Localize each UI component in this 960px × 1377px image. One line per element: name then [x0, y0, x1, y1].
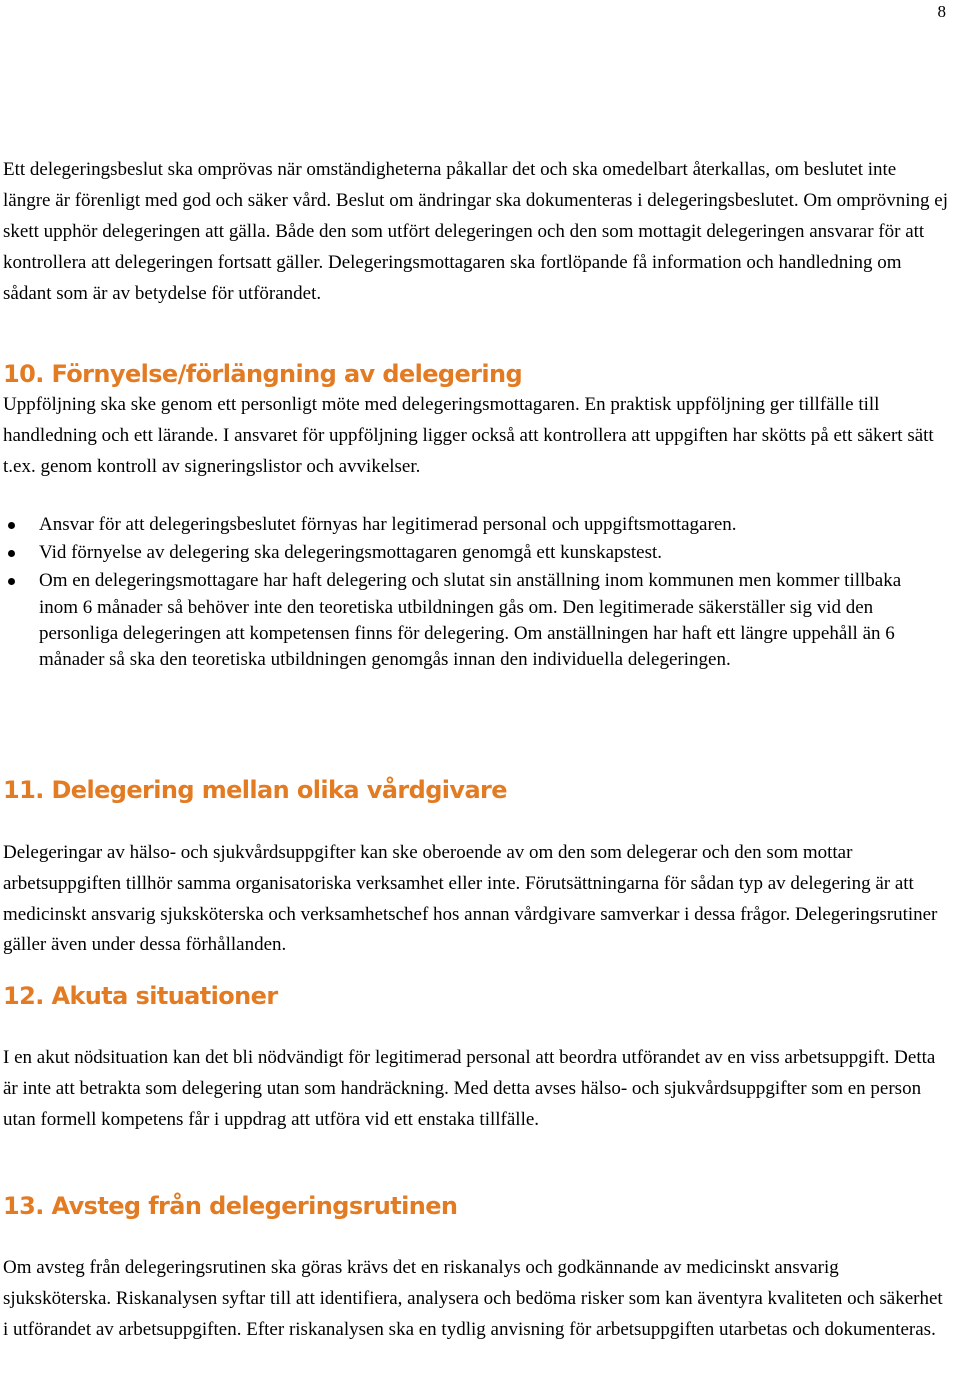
list-item-text: Ansvar för att delegeringsbeslutet förnyas har legitimerad personal och uppgiftsmottagaren.: [39, 514, 737, 535]
section-11-heading: 11. Delegering mellan olika vårdgivare: [3, 776, 507, 804]
list-item-text: Vid förnyelse av delegering ska delegeringsmottagaren genomgå ett kunskapstest.: [39, 542, 663, 564]
section-11-paragraph: Delegeringar av hälso- och sjukvårdsuppgifter kan ske oberoende av om den som delegerar och den som mottar arbetsuppgiften tillhör samma organisatoriska verksamhet eller inte. Förutsättningarna för sådan typ av delegering är att medicinskt ansvarig sjuksköterska och verksamhetschef hos annan vårdgivare samverkar i dessa frågor. Delegeringsrutiner gäller även under dessa förhållanden.: [3, 842, 938, 956]
section-10-heading: 10. Förnyelse/förlängning av delegering: [3, 360, 523, 388]
section-10-paragraph: Uppföljning ska ske genom ett personligt möte med delegeringsmottagaren. En praktisk uppföljning ger tillfälle till handledning och ett lärande. I ansvaret för uppföljning ligger också att kontrollera att uppgiften har skötts på ett säkert sätt t.ex. genom kontroll av signeringslistor och avvikelser.: [3, 394, 934, 477]
list-item: [0, 568, 940, 673]
section-13-paragraph: Om avsteg från delegeringsrutinen ska göras krävs det en riskanalys och godkännande av medicinskt ansvarig sjuksköterska. Riskanalysen syftar till att identifiera, analysera och bedöma risker som kan äventyra kvaliteten och säkerhet i utförandet av arbetsuppgiften. Efter riskanalysen ska en tydlig anvisning för arbetsuppgiften utarbetas och dokumenteras.: [3, 1257, 943, 1340]
intro-paragraph: Ett delegeringsbeslut ska omprövas när omständigheterna påkallar det och ska omedelbart återkallas, om beslutet inte längre är förenligt med god och säker vård. Beslut om ändringar ska dokumenteras i delegeringsbeslutet. Om omprövning ej skett upphör delegeringen att gälla. Både den som utfört delegeringen och den som mottagit delegeringen ansvarar för att kontrollera att delegeringen fortsatt gäller. Delegeringsmottagaren ska fortlöpande få information och handledning om sådant som är av betydelse för utförandet.: [3, 159, 948, 304]
bullet-icon: [8, 578, 15, 585]
section-12-heading: 12. Akuta situationer: [3, 982, 278, 1010]
section-12-paragraph: I en akut nödsituation kan det bli nödvändigt för legitimerad personal att beordra utförandet av en viss arbetsuppgift. Detta är inte att betrakta som delegering utan som handräckning. Med detta avses hälso- och sjukvårdsuppgifter som en person utan formell kompetens får i uppdrag att utföra vid ett enstaka tillfälle.: [3, 1047, 936, 1130]
list-item-text: Om en delegeringsmottagare har haft delegering och slutat sin anställning inom kommunen men kommer tillbaka inom 6 månader så behöver inte den teoretiska utbildningen gås om. Den legitimerade säkerställer sig vid den personliga delegeringen att kompetensen finns för delegering. Om anställningen har haft ett längre uppehåll än 6 månader så ska den teoretiska utbildningen genomgås innan den individuella delegeringen.: [39, 570, 902, 671]
bullet-icon: [8, 522, 15, 529]
section-13-heading: 13. Avsteg från delegeringsrutinen: [3, 1192, 458, 1220]
bullet-icon: [8, 550, 15, 557]
section-10-bullet-list: [0, 512, 940, 675]
page-number: 8: [937, 2, 946, 21]
list-item: [0, 512, 940, 538]
list-item: [0, 540, 940, 566]
